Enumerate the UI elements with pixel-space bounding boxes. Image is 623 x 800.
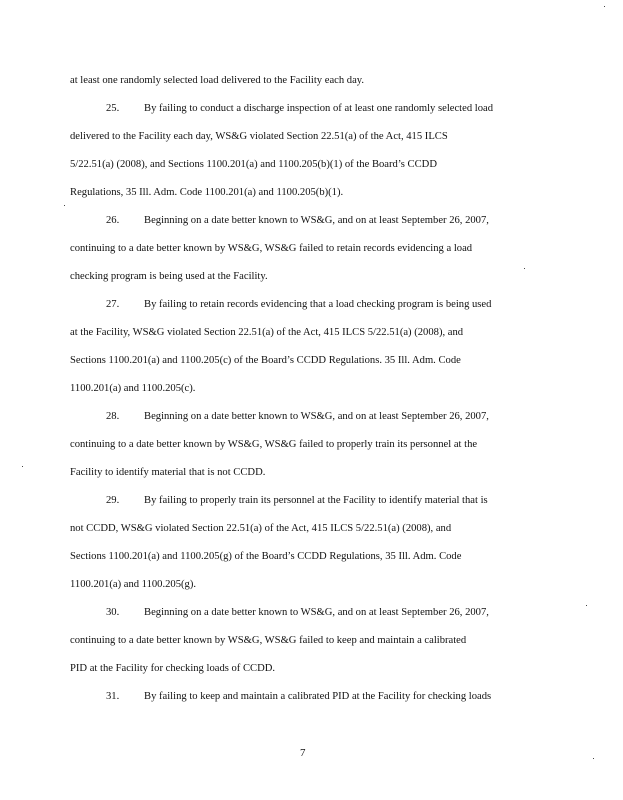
text-line: Regulations, 35 Ill. Adm. Code 1100.201(a) and 1100.205(b)(1).	[70, 187, 344, 198]
text-line: at the Facility, WS&G violated Section 22.51(a) of the Act, 415 ILCS 5/22.51(a) (2008), and	[70, 327, 464, 338]
text-line: PID at the Facility for checking loads of CCDD.	[70, 663, 276, 674]
text-line: Beginning on a date better known to WS&G, and on at least September 26, 2007,	[144, 411, 489, 422]
text-line: By failing to properly train its personnel at the Facility to identify material that is	[144, 495, 488, 506]
text-line: 1100.201(a) and 1100.205(g).	[70, 579, 197, 590]
text-line: at least one randomly selected load delivered to the Facility each day.	[70, 75, 365, 86]
text-line: 1100.201(a) and 1100.205(c).	[70, 383, 196, 394]
scan-speck	[22, 466, 23, 467]
paragraph-31-line	[106, 690, 491, 704]
text-line: By failing to conduct a discharge inspection of at least one randomly selected load	[144, 103, 493, 114]
paragraph-number: 29.	[106, 495, 120, 506]
text-line: not CCDD, WS&G violated Section 22.51(a) of the Act, 415 ILCS 5/22.51(a) (2008), and	[70, 523, 452, 534]
text-line: Beginning on a date better known to WS&G, and on at least September 26, 2007,	[144, 215, 489, 226]
paragraph-number: 30.	[106, 607, 120, 618]
paragraph-27-line	[106, 298, 491, 312]
text-line: By failing to keep and maintain a calibrated PID at the Facility for checking loads	[144, 691, 492, 702]
text-line: Beginning on a date better known to WS&G, and on at least September 26, 2007,	[144, 607, 489, 618]
text-line: continuing to a date better known by WS&G, WS&G failed to keep and maintain a calibrated	[70, 635, 467, 646]
scan-speck	[524, 268, 525, 269]
paragraph-26-line	[106, 214, 489, 228]
page-number: 7	[300, 747, 306, 759]
scan-speck	[593, 758, 594, 759]
paragraph-number: 28.	[106, 411, 120, 422]
text-line: continuing to a date better known by WS&G, WS&G failed to properly train its personnel at the	[70, 439, 478, 450]
text-line: Facility to identify material that is not CCDD.	[70, 467, 266, 478]
text-line: Sections 1100.201(a) and 1100.205(g) of the Board’s CCDD Regulations, 35 Ill. Adm. Code	[70, 551, 462, 562]
text-line: By failing to retain records evidencing that a load checking program is being used	[144, 299, 492, 310]
scan-speck	[586, 605, 587, 606]
text-line: delivered to the Facility each day, WS&G violated Section 22.51(a) of the Act, 415 ILCS	[70, 131, 448, 142]
text-line: 5/22.51(a) (2008), and Sections 1100.201(a) and 1100.205(b)(1) of the Board’s CCDD	[70, 159, 437, 170]
paragraph-28-line	[106, 410, 489, 424]
scan-speck	[64, 205, 65, 206]
text-line: continuing to a date better known by WS&G, WS&G failed to retain records evidencing a load	[70, 243, 473, 254]
paragraph-number: 27.	[106, 299, 120, 310]
paragraph-number: 26.	[106, 215, 120, 226]
paragraph-number: 31.	[106, 691, 120, 702]
text-line: Sections 1100.201(a) and 1100.205(c) of the Board’s CCDD Regulations. 35 Ill. Adm. Code	[70, 355, 461, 366]
scan-speck	[604, 6, 605, 7]
paragraph-number: 25.	[106, 103, 120, 114]
text-line: checking program is being used at the Facility.	[70, 271, 268, 282]
paragraph-25-line	[106, 102, 493, 116]
paragraph-30-line	[106, 606, 489, 620]
paragraph-29-line	[106, 494, 488, 508]
